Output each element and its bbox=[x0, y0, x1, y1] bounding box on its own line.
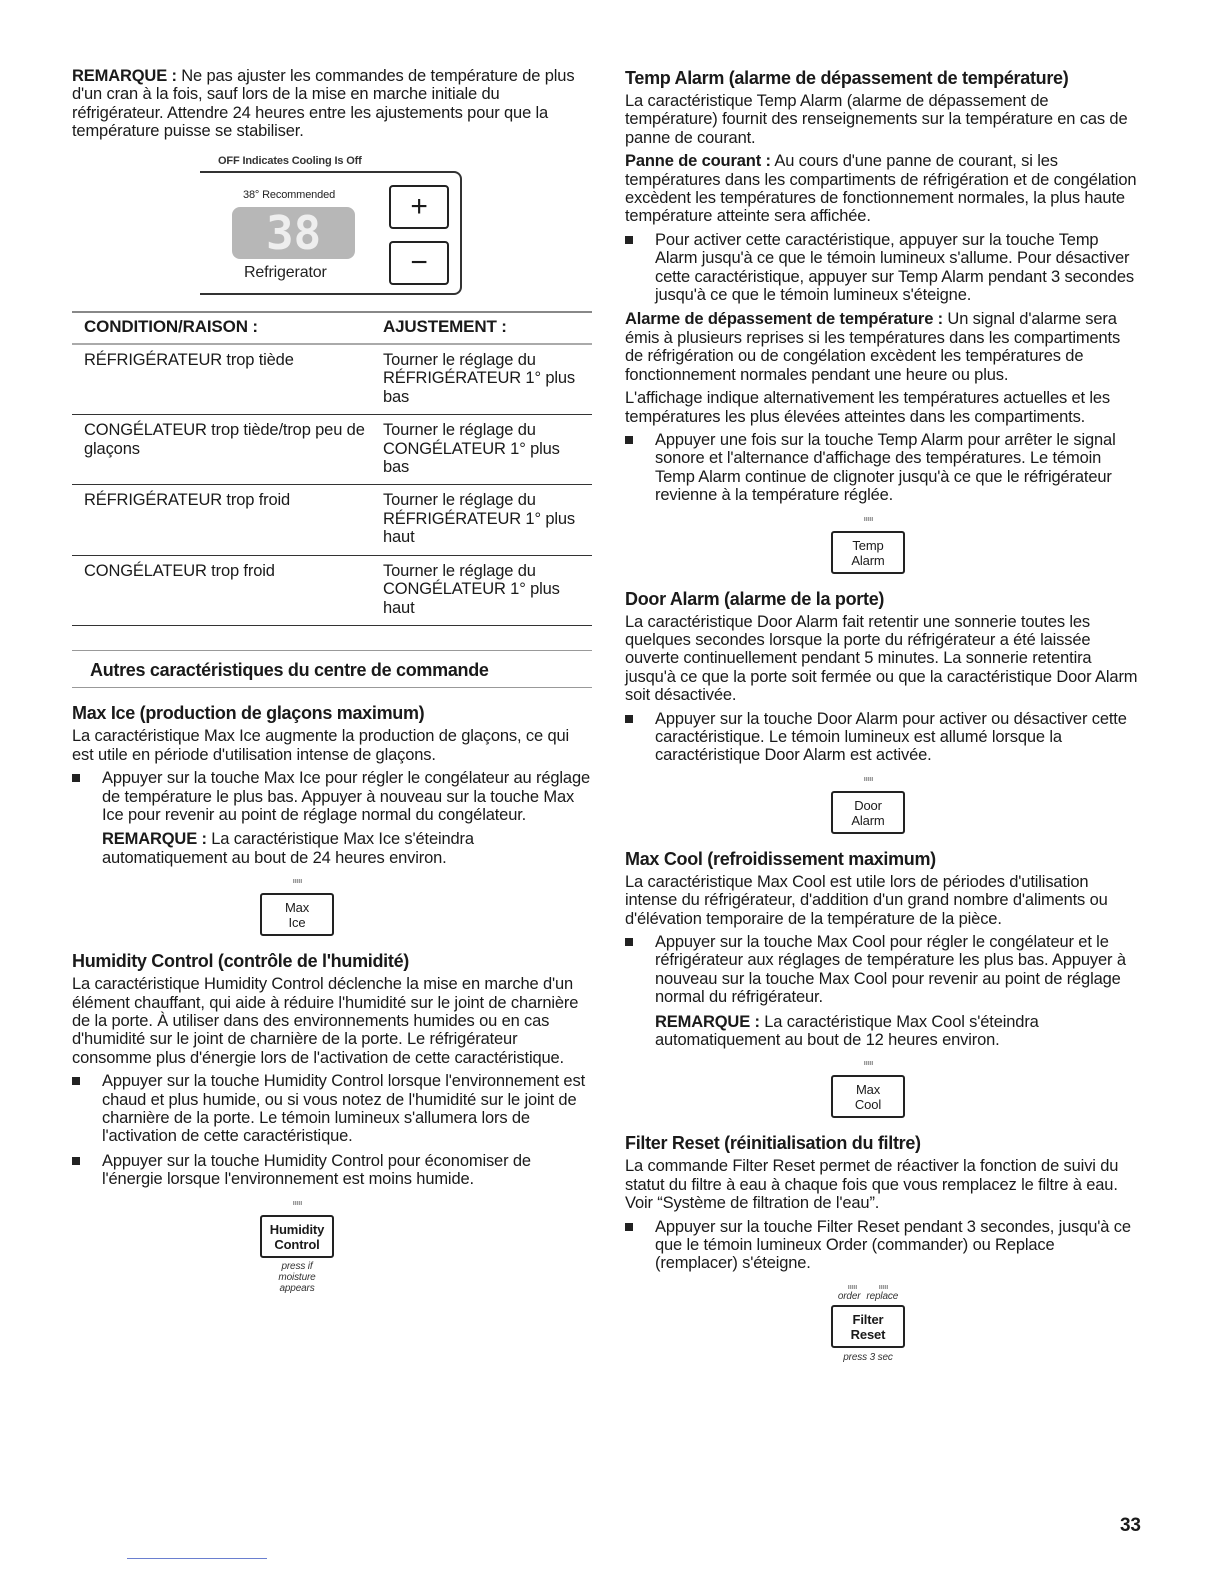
max-ice-text: La caractéristique Max Ice augmente la production de glaçons, ce qui est utile en période d'utilisation intense de glaçons. bbox=[72, 727, 570, 764]
temp-alarm-bullet: Appuyer une fois sur la touche Temp Alarm pour arrêter le signal sonore et l'alternance d'affichage des températures. Le témoin Temp Alarm continue de clignoter jusqu'à ce que le réfrigérateur revienne à la température réglée. bbox=[625, 431, 1141, 505]
adjustment-cell: Tourner le réglage du CONGÉLATEUR 1° plus bas bbox=[383, 421, 560, 477]
button-label: Filter bbox=[852, 1311, 884, 1327]
note-text: La caractéristique Max Cool s'éteindra automatiquement au bout de 12 heures environ. bbox=[655, 1012, 1039, 1050]
replace-label: replace bbox=[866, 1290, 899, 1302]
table-row bbox=[72, 485, 592, 555]
refrigerator-label: Refrigerator bbox=[244, 263, 327, 281]
button-label: Alarm bbox=[851, 552, 885, 568]
door-alarm-button[interactable] bbox=[831, 791, 905, 834]
table-row bbox=[72, 556, 592, 626]
panne-paragraph bbox=[625, 152, 1141, 226]
replace-light-icon bbox=[879, 1285, 888, 1289]
max-ice-button[interactable] bbox=[260, 893, 334, 936]
max-ice-bullet: Appuyer sur la touche Max Ice pour régler le congélateur au réglage de température le plus bas. Appuyer à nouveau sur la touche Max Ice pour revenir au point de réglage normal du congélateur. bbox=[72, 769, 592, 824]
humidity-text: La caractéristique Humidity Control déclenche la mise en marche d'un élément chauffant, qui aide à réduire l'humidité sur le joint de charnière de la porte. À utiliser dans des environnements humides ou en cas d'humidité sur le joint de charnière de la porte. Le réfrigérateur consomme plus d'énergie lors de l'activation de cette caractéristique. bbox=[72, 975, 579, 1067]
filter-reset-text: La commande Filter Reset permet de réactiver la fonction de suivi du statut du filtre à eau à chaque fois que vous remplacez le filtre à eau. Voir “Système de filtration de l'eau”. bbox=[625, 1157, 1119, 1213]
off-caption: OFF Indicates Cooling Is Off bbox=[218, 154, 362, 167]
max-ice-heading: Max Ice (production de glaçons maximum) bbox=[72, 703, 425, 724]
header-condition: CONDITION/RAISON : bbox=[84, 316, 258, 336]
max-cool-note bbox=[625, 1013, 1141, 1050]
temp-alarm-text: La caractéristique Temp Alarm (alarme de dépassement de température) fournit des renseignements sur la température en cas de panne de courant. bbox=[625, 92, 1128, 147]
table-row bbox=[72, 415, 592, 485]
filter-reset-caption: press 3 sec bbox=[843, 1351, 893, 1363]
temp-alarm-bullet: Pour activer cette caractéristique, appuyer sur la touche Temp Alarm jusqu'à ce que le témoin lumineux s'allume. Pour désactiver cette caractéristique, appuyer sur Temp Alarm pendant 3 secondes jusqu'à ce que le témoin lumineux s'éteigne. bbox=[625, 231, 1141, 305]
indicator-light-icon bbox=[293, 1201, 302, 1205]
table-row bbox=[72, 345, 592, 415]
max-cool-heading: Max Cool (refroidissement maximum) bbox=[625, 848, 936, 869]
plus-button[interactable]: + bbox=[389, 185, 449, 229]
note-text: La caractéristique Max Ice s'éteindra automatiquement au bout de 24 heures environ. bbox=[102, 830, 474, 867]
note-label: REMARQUE : bbox=[655, 1012, 760, 1031]
remarque-text: Ne pas ajuster les commandes de température de plus d'un cran à la fois, sauf lors de la mise en marche initiale du réfrigérateur. Attendre 24 heures entre les ajustements pour que la température puisse se stabiliser. bbox=[72, 67, 575, 141]
max-cool-bullet: Appuyer sur la touche Max Cool pour régler le congélateur et le réfrigérateur aux réglages de température les plus bas. Appuyer à nouveau sur la touche Max Cool pour revenir au point de réglage normal du réfrigérateur. bbox=[625, 933, 1141, 1007]
max-cool-text: La caractéristique Max Cool est utile lors de périodes d'utilisation intense du réfrigérateur, d'addition d'un grand nombre d'aliments ou d'élévation temporaire de la température de la pièce. bbox=[625, 872, 1108, 928]
filter-reset-button[interactable] bbox=[831, 1305, 905, 1348]
button-label: Temp bbox=[852, 537, 884, 553]
indicator-light-icon bbox=[864, 517, 873, 521]
max-cool-button[interactable] bbox=[831, 1075, 905, 1118]
button-label: Door bbox=[854, 797, 882, 813]
alarme-label: Alarme de dépassement de température : bbox=[625, 310, 943, 329]
recommended-label: 38° Recommended bbox=[243, 188, 336, 201]
footer-rule bbox=[127, 1558, 267, 1559]
minus-button[interactable]: − bbox=[389, 241, 449, 285]
door-alarm-bullet: Appuyer sur la touche Door Alarm pour activer ou désactiver cette caractéristique. Le témoin lumineux est allumé lorsque la caractéristique Door Alarm est activée. bbox=[625, 710, 1141, 765]
filter-reset-heading: Filter Reset (réinitialisation du filtre) bbox=[625, 1133, 921, 1154]
adjustment-cell: Tourner le réglage du RÉFRIGÉRATEUR 1° plus haut bbox=[383, 491, 576, 547]
door-alarm-heading: Door Alarm (alarme de la porte) bbox=[625, 588, 885, 609]
max-ice-note bbox=[72, 830, 592, 867]
temp-alarm-heading: Temp Alarm (alarme de dépassement de température) bbox=[625, 68, 1069, 88]
panne-label: Panne de courant : bbox=[625, 152, 771, 171]
humidity-caption: press if moisture appears bbox=[278, 1260, 316, 1294]
temperature-display: 38 bbox=[232, 207, 355, 259]
button-label: Cool bbox=[854, 1097, 882, 1113]
humidity-bullet: Appuyer sur la touche Humidity Control lorsque l'environnement est chaud et plus humide, ou si vous notez de l'humidité sur le joint de charnière de la porte. Le témoin lumineux s'allumera lors de l'activation de cette caractéristique. bbox=[72, 1072, 592, 1146]
panne-text: Au cours d'une panne de courant, si les températures dans les compartiments de réfrigération et de congélation excèdent les températures de fonctionnement normales, la plus haute température atteinte sera affichée. bbox=[625, 152, 1137, 226]
section-title: Autres caractéristiques du centre de commande bbox=[72, 650, 592, 688]
condition-cell: RÉFRIGÉRATEUR trop froid bbox=[84, 491, 291, 510]
table-header bbox=[72, 311, 592, 345]
header-adjustment: AJUSTEMENT : bbox=[383, 316, 507, 336]
indicator-light-icon bbox=[293, 879, 302, 883]
order-light-icon bbox=[848, 1285, 857, 1289]
refrigerator-control-panel bbox=[200, 155, 465, 303]
humidity-heading: Humidity Control (contrôle de l'humidité) bbox=[72, 951, 409, 972]
button-label: Max bbox=[855, 1082, 881, 1098]
button-label: Ice bbox=[288, 915, 306, 931]
temp-alarm-button[interactable] bbox=[831, 531, 905, 574]
remarque-label: REMARQUE : bbox=[72, 67, 177, 85]
button-label: Control bbox=[274, 1236, 320, 1252]
order-label: order bbox=[837, 1290, 861, 1302]
button-label: Humidity bbox=[269, 1221, 325, 1237]
humidity-bullet: Appuyer sur la touche Humidity Control pour économiser de l'énergie lorsque l'environnement est moins humide. bbox=[72, 1152, 592, 1189]
display-text: L'affichage indique alternativement les températures actuelles et les températures les plus élevées atteintes dans les compartiments. bbox=[625, 389, 1111, 426]
left-column bbox=[72, 67, 592, 1302]
condition-cell: CONGÉLATEUR trop tiède/trop peu de glaçons bbox=[84, 421, 365, 458]
indicator-light-icon bbox=[864, 777, 873, 781]
note-label: REMARQUE : bbox=[102, 830, 207, 849]
indicator-light-icon bbox=[864, 1061, 873, 1065]
adjustment-cell: Tourner le réglage du RÉFRIGÉRATEUR 1° plus bas bbox=[383, 351, 576, 406]
alarme-text: Un signal d'alarme sera émis à plusieurs reprises si les températures dans les compartiments de réfrigération ou de congélation excèdent les températures de fonctionnement normales pendant une heure ou plus. bbox=[625, 310, 1121, 384]
right-column bbox=[625, 67, 1141, 1371]
page-number: 33 bbox=[1120, 1515, 1141, 1536]
humidity-control-button[interactable] bbox=[260, 1215, 334, 1258]
adjustment-cell: Tourner le réglage du CONGÉLATEUR 1° plus haut bbox=[383, 561, 560, 617]
button-label: Max bbox=[284, 900, 310, 916]
remarque-note bbox=[72, 67, 592, 141]
alarme-paragraph bbox=[625, 310, 1141, 384]
button-label: Reset bbox=[850, 1326, 886, 1342]
adjustment-table bbox=[72, 311, 592, 626]
filter-reset-bullet: Appuyer sur la touche Filter Reset pendant 3 secondes, jusqu'à ce que le témoin lumineux Order (commander) ou Replace (remplacer) s'éteigne. bbox=[625, 1218, 1141, 1273]
condition-cell: CONGÉLATEUR trop froid bbox=[84, 561, 275, 580]
button-label: Alarm bbox=[851, 812, 885, 828]
condition-cell: RÉFRIGÉRATEUR trop tiède bbox=[84, 351, 294, 370]
door-alarm-text: La caractéristique Door Alarm fait retentir une sonnerie toutes les quelques secondes lorsque la porte du réfrigérateur a été laissée ouverte continuellement pendant 5 minutes. La sonnerie retentira jusqu'à ce que la porte soit fermée ou que la caractéristique Door Alarm soit désactivée. bbox=[625, 612, 1138, 705]
